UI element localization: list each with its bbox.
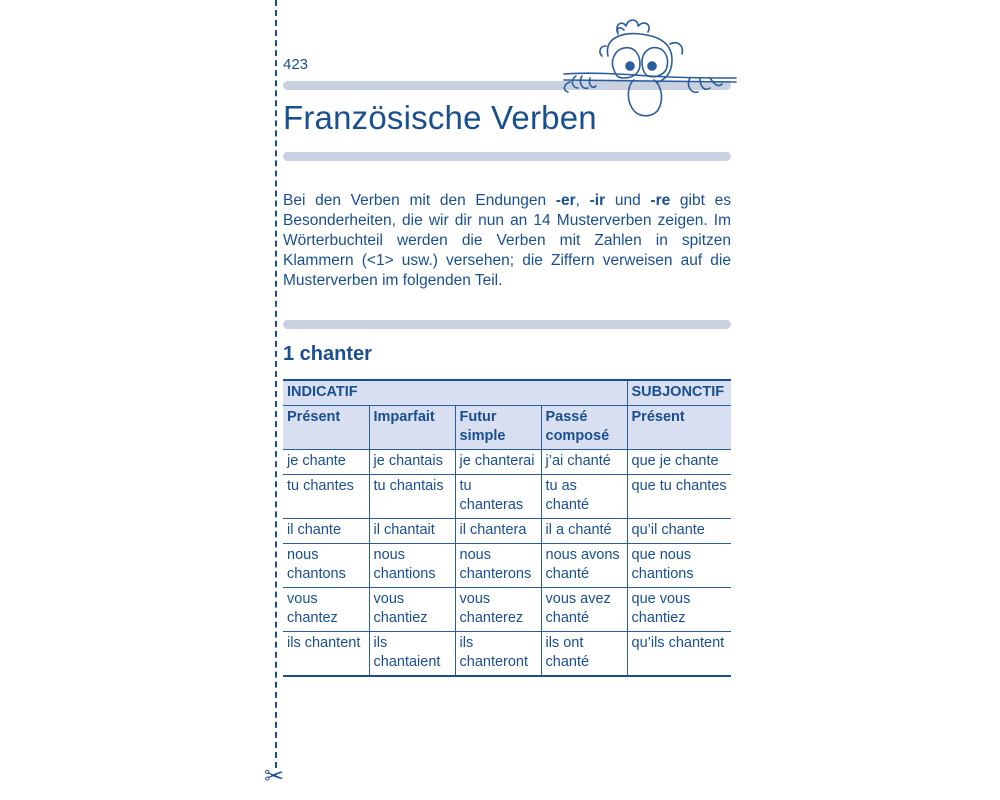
table-cell: ils chanteront <box>455 632 541 677</box>
table-cell: vous avez chanté <box>541 588 627 632</box>
table-row <box>283 588 731 632</box>
table-row <box>283 632 731 677</box>
table-cell: tu chantais <box>369 475 455 519</box>
table-cell: tu chanteras <box>455 475 541 519</box>
table-cell: je chanterai <box>455 450 541 475</box>
table-row <box>283 450 731 475</box>
column-header: Passé composé <box>541 406 627 450</box>
group-header-subjonctif: SUBJONCTIF <box>627 380 731 406</box>
column-header: Imparfait <box>369 406 455 450</box>
table-cell: que tu chantes <box>627 475 731 519</box>
table-cell: il chantera <box>455 519 541 544</box>
section-title: 1 chanter <box>283 343 372 365</box>
table-row <box>283 544 731 588</box>
page-number: 423 <box>283 56 309 73</box>
table-cell: qu’il chante <box>627 519 731 544</box>
divider-bar <box>283 152 731 161</box>
table-cell: que je chante <box>627 450 731 475</box>
table-cell: je chante <box>283 450 369 475</box>
table-cell: ils chantaient <box>369 632 455 677</box>
table-cell: ils chantent <box>283 632 369 677</box>
table-cell: ils ont chanté <box>541 632 627 677</box>
table-cell: j’ai chanté <box>541 450 627 475</box>
table-cell: vous chantiez <box>369 588 455 632</box>
table-cell: il chantait <box>369 519 455 544</box>
conjugation-table <box>283 379 731 677</box>
intro-paragraph: Bei den Verben mit den Endungen -er, -ir und -re gibt es Besonderheiten, die wir dir nun an 14 Musterverben zeigen. Im Wörterbuchteil werden die Verben mit Zahlen in spitzen Klammern (<1> usw.) versehen; die Ziffern verweisen auf die Musterverben im folgenden Teil. <box>283 192 731 289</box>
table-row <box>283 519 731 544</box>
table-cell: nous chanterons <box>455 544 541 588</box>
table-cell: vous chantez <box>283 588 369 632</box>
table-cell: il chante <box>283 519 369 544</box>
table-cell: nous chantons <box>283 544 369 588</box>
table-cell: vous chanterez <box>455 588 541 632</box>
table-cell: nous chantions <box>369 544 455 588</box>
table-cell: tu chantes <box>283 475 369 519</box>
group-header-indicatif: INDICATIF <box>283 380 627 406</box>
page-title: Französische Verben <box>283 99 597 136</box>
column-header: Présent <box>627 406 731 450</box>
table-cell: que vous chantiez <box>627 588 731 632</box>
scissors-icon: ✂ <box>264 762 285 790</box>
table-cell: il a chanté <box>541 519 627 544</box>
table-cell: que nous chantions <box>627 544 731 588</box>
column-header: Futur simple <box>455 406 541 450</box>
cut-line <box>275 0 277 768</box>
table-cell: qu’ils chantent <box>627 632 731 677</box>
column-header: Présent <box>283 406 369 450</box>
table-cell: tu as chanté <box>541 475 627 519</box>
divider-bar <box>283 320 731 329</box>
table-cell: nous avons chanté <box>541 544 627 588</box>
table-cell: je chantais <box>369 450 455 475</box>
table-row <box>283 475 731 519</box>
